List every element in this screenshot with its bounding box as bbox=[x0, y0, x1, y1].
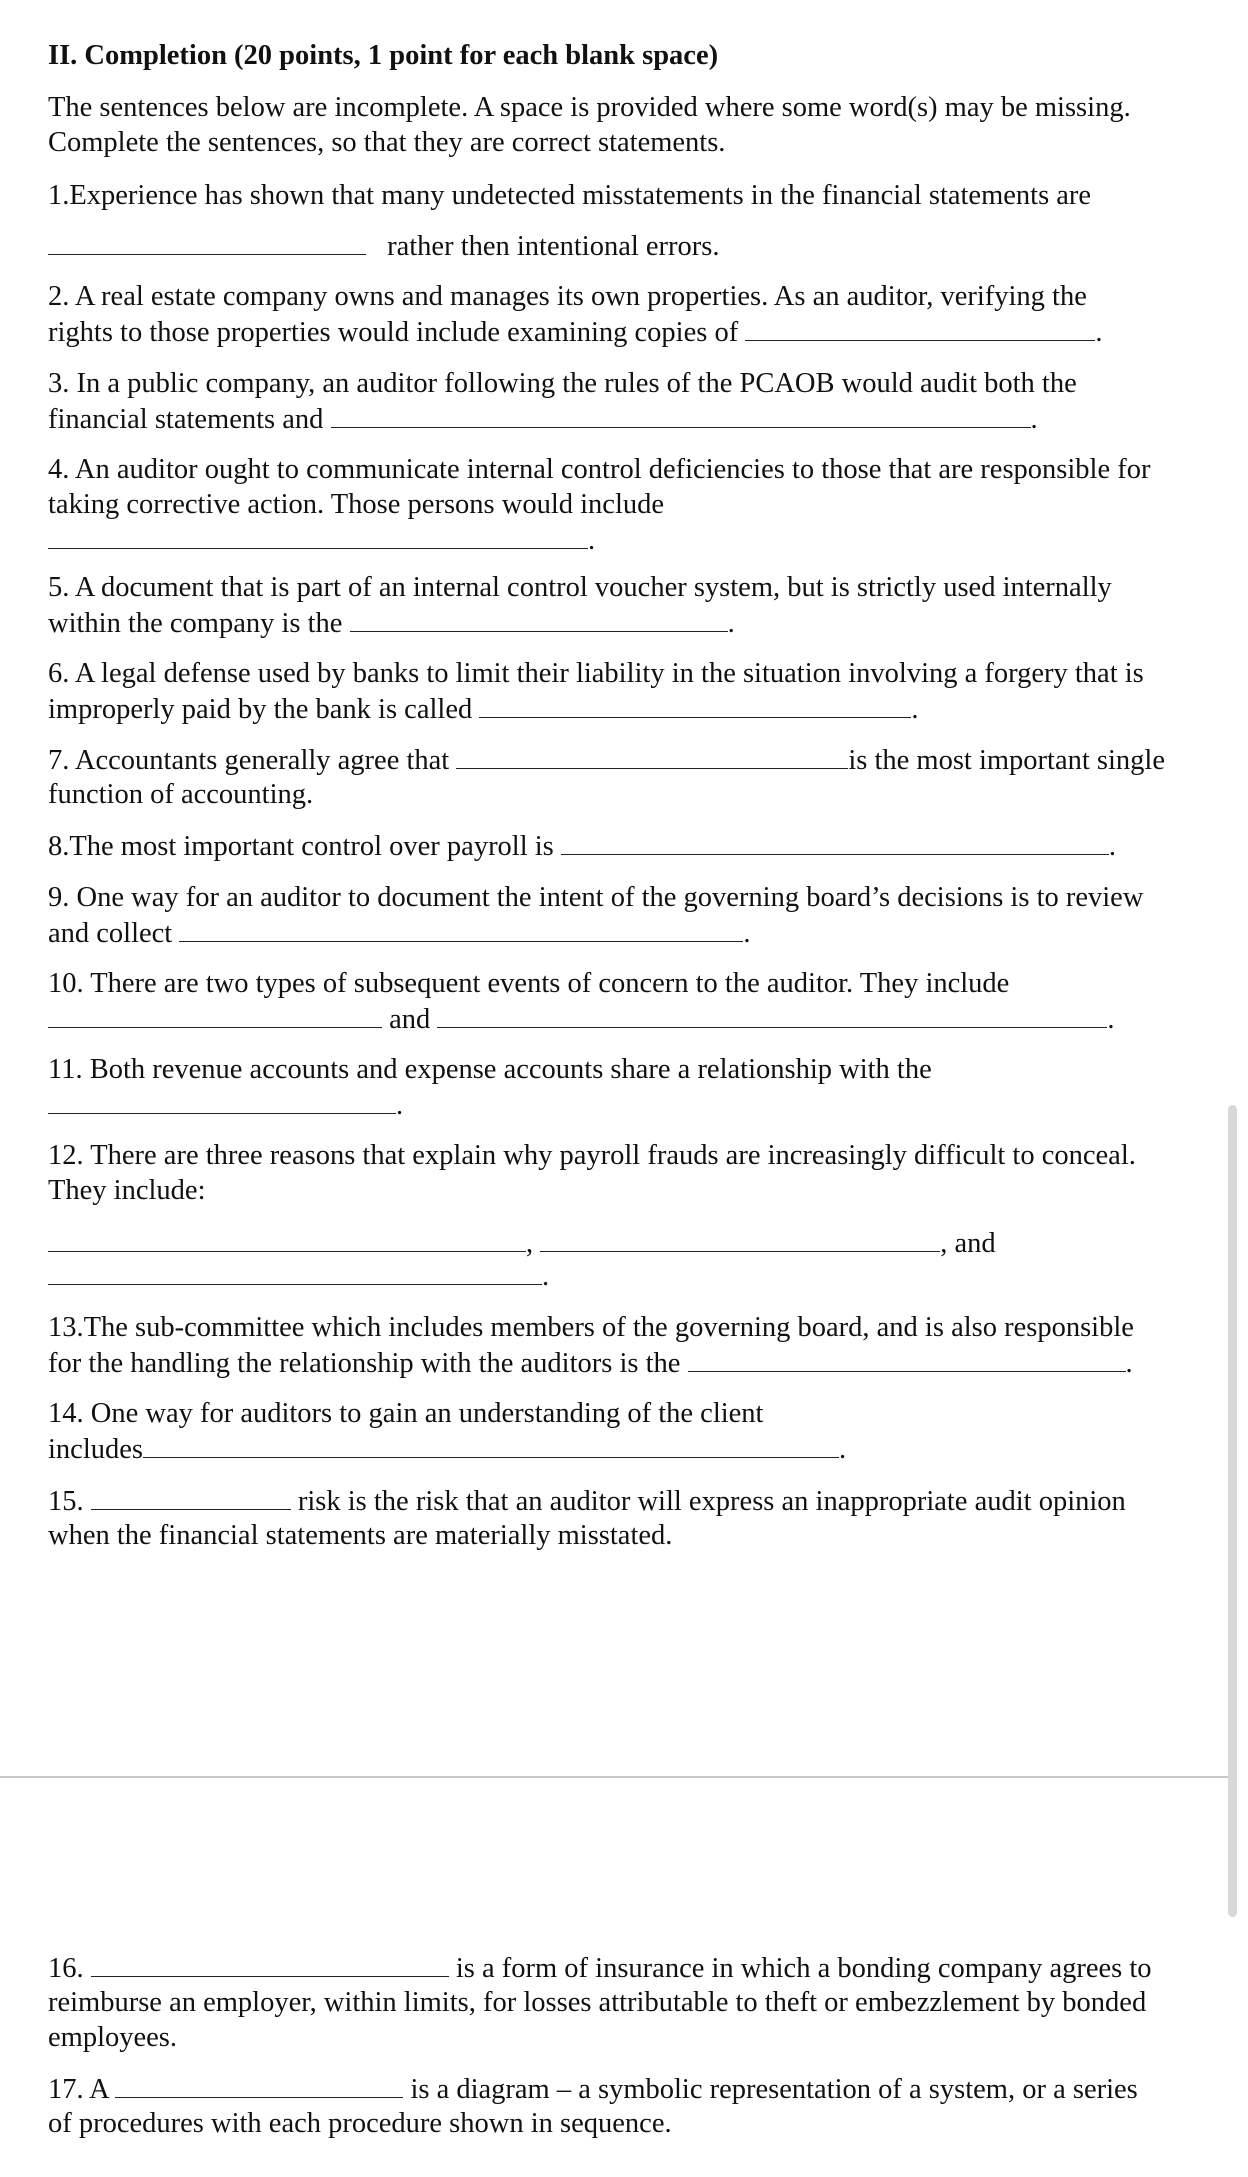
section-title: II. Completion (20 points, 1 point for each blank space) bbox=[48, 40, 719, 71]
q7-blank[interactable] bbox=[456, 742, 848, 769]
q6-line-2-text: improperly paid by the bank is called bbox=[48, 694, 473, 725]
q12-blank-2[interactable] bbox=[540, 1225, 940, 1252]
q7-line-1-after: is the most important single bbox=[848, 745, 1165, 776]
q9-line-2 bbox=[48, 915, 750, 951]
q7-line-2: function of accounting. bbox=[48, 779, 314, 810]
page-divider bbox=[0, 1776, 1230, 1778]
q6-end: . bbox=[911, 694, 919, 725]
q3-line-2 bbox=[48, 401, 1038, 437]
scrollbar-thumb[interactable] bbox=[1228, 1105, 1237, 1917]
q6-blank[interactable] bbox=[479, 691, 911, 718]
q17-line-2: of procedures with each procedure shown in sequence. bbox=[48, 2108, 672, 2139]
q8-end: . bbox=[1108, 831, 1117, 862]
q9-line-1: 9. One way for an auditor to document the intent of the governing board’s decisions is to review bbox=[48, 882, 1144, 913]
q2-blank[interactable] bbox=[745, 314, 1095, 341]
q10-and: and bbox=[389, 1004, 431, 1035]
q17-blank[interactable] bbox=[115, 2071, 403, 2098]
q5-line-1: 5. A document that is part of an internal control voucher system, but is strictly used internally bbox=[48, 572, 1112, 603]
q5-blank[interactable] bbox=[350, 605, 728, 632]
q2-line-1: 2. A real estate company owns and manages its own properties. As an auditor, verifying the bbox=[48, 281, 1087, 312]
q11-line-2 bbox=[48, 1087, 403, 1123]
q15-number: 15. bbox=[48, 1486, 84, 1517]
q1-line-1: 1.Experience has shown that many undetected misstatements in the financial statements are bbox=[48, 180, 1092, 211]
q10-blank-2[interactable] bbox=[437, 1001, 1107, 1028]
q1-line-2-text: rather then intentional errors. bbox=[387, 231, 720, 262]
q8-line bbox=[48, 828, 1116, 864]
q4-line-1: 4. An auditor ought to communicate internal control deficiencies to those that are responsible for bbox=[48, 454, 1151, 485]
q9-blank[interactable] bbox=[179, 915, 743, 942]
q11-blank[interactable] bbox=[48, 1087, 396, 1114]
q12-and: , and bbox=[940, 1228, 996, 1259]
q3-line-1: 3. In a public company, an auditor following the rules of the PCAOB would audit both the bbox=[48, 368, 1077, 399]
q16-line-2: reimburse an employer, within limits, for losses attributable to theft or embezzlement by bonded bbox=[48, 1987, 1147, 2018]
q13-end: . bbox=[1125, 1348, 1133, 1379]
q13-line-1: 13.The sub-committee which includes members of the governing board, and is also responsible bbox=[48, 1312, 1134, 1343]
q2-end: . bbox=[1095, 317, 1103, 348]
q12-line-1: 12. There are three reasons that explain why payroll frauds are increasingly difficult to conceal. bbox=[48, 1140, 1136, 1171]
q12-line-2: They include: bbox=[48, 1175, 206, 1206]
instructions-line-2: Complete the sentences, so that they are correct statements. bbox=[48, 127, 726, 158]
q13-blank[interactable] bbox=[688, 1345, 1126, 1372]
q16-line-1-after: is a form of insurance in which a bonding company agrees to bbox=[455, 1953, 1152, 1984]
q9-line-2-text: and collect bbox=[48, 918, 173, 949]
q15-blank[interactable] bbox=[91, 1483, 291, 1510]
q14-end: . bbox=[838, 1434, 847, 1465]
q15-line-1 bbox=[48, 1483, 1126, 1519]
q1-line-2 bbox=[48, 228, 720, 264]
q5-end: . bbox=[727, 608, 735, 639]
q6-line-1: 6. A legal defense used by banks to limit their liability in the situation involving a forgery that is bbox=[48, 658, 1144, 689]
instructions-line-1: The sentences below are incomplete. A space is provided where some word(s) may be missing. bbox=[48, 92, 1131, 123]
q14-blank[interactable] bbox=[143, 1431, 839, 1458]
q3-end: . bbox=[1030, 404, 1038, 435]
q5-line-2 bbox=[48, 605, 735, 641]
q16-blank[interactable] bbox=[91, 1950, 449, 1977]
q17-line-1 bbox=[48, 2071, 1138, 2107]
q4-end: . bbox=[588, 525, 596, 556]
q15-line-1-after: risk is the risk that an auditor will express an inappropriate audit opinion bbox=[297, 1486, 1126, 1517]
q16-number: 16. bbox=[48, 1953, 84, 1984]
q10-end: . bbox=[1107, 1004, 1115, 1035]
q2-line-2 bbox=[48, 314, 1102, 350]
q10-line-2 bbox=[48, 1001, 1115, 1037]
q10-blank-1[interactable] bbox=[48, 1001, 382, 1028]
q6-line-2 bbox=[48, 691, 918, 727]
q9-end: . bbox=[743, 918, 751, 949]
q8-text: 8.The most important control over payroll is bbox=[48, 831, 554, 862]
q13-line-2-text: for the handling the relationship with the auditors is the bbox=[48, 1348, 681, 1379]
q5-line-2-text: within the company is the bbox=[48, 608, 343, 639]
q17-line-1-after: is a diagram – a symbolic representation of a system, or a series bbox=[410, 2074, 1138, 2105]
q10-line-1: 10. There are two types of subsequent events of concern to the auditor. They include bbox=[48, 968, 1010, 999]
q8-blank[interactable] bbox=[561, 828, 1109, 855]
q11-end: . bbox=[396, 1090, 404, 1121]
q11-line-1: 11. Both revenue accounts and expense accounts share a relationship with the bbox=[48, 1054, 932, 1085]
q13-line-2 bbox=[48, 1345, 1133, 1381]
q12-blank-1[interactable] bbox=[48, 1225, 526, 1252]
q12-line-3 bbox=[48, 1225, 996, 1261]
q3-line-2-text: financial statements and bbox=[48, 404, 324, 435]
q4-line-2: taking corrective action. Those persons would include bbox=[48, 489, 665, 520]
q14-line-1: 14. One way for auditors to gain an understanding of the client bbox=[48, 1398, 764, 1429]
q14-line-2-text: includes bbox=[48, 1434, 143, 1465]
q12-line-4 bbox=[48, 1258, 549, 1294]
q12-end: . bbox=[542, 1261, 550, 1292]
q14-line-2 bbox=[48, 1431, 846, 1467]
q3-blank[interactable] bbox=[331, 401, 1031, 428]
q7-line-1-text: 7. Accountants generally agree that bbox=[48, 745, 450, 776]
q12-blank-3[interactable] bbox=[48, 1258, 542, 1285]
q7-line-1 bbox=[48, 742, 1165, 778]
q12-comma: , bbox=[526, 1228, 534, 1259]
q1-blank[interactable] bbox=[48, 228, 366, 255]
q15-line-2: when the financial statements are materially misstated. bbox=[48, 1520, 673, 1551]
q16-line-1 bbox=[48, 1950, 1152, 1986]
q16-line-3: employees. bbox=[48, 2022, 178, 2053]
q2-line-2-text: rights to those properties would include examining copies of bbox=[48, 317, 739, 348]
q17-prefix: 17. A bbox=[48, 2074, 109, 2105]
q4-line-3 bbox=[48, 522, 595, 558]
q4-blank[interactable] bbox=[48, 522, 588, 549]
